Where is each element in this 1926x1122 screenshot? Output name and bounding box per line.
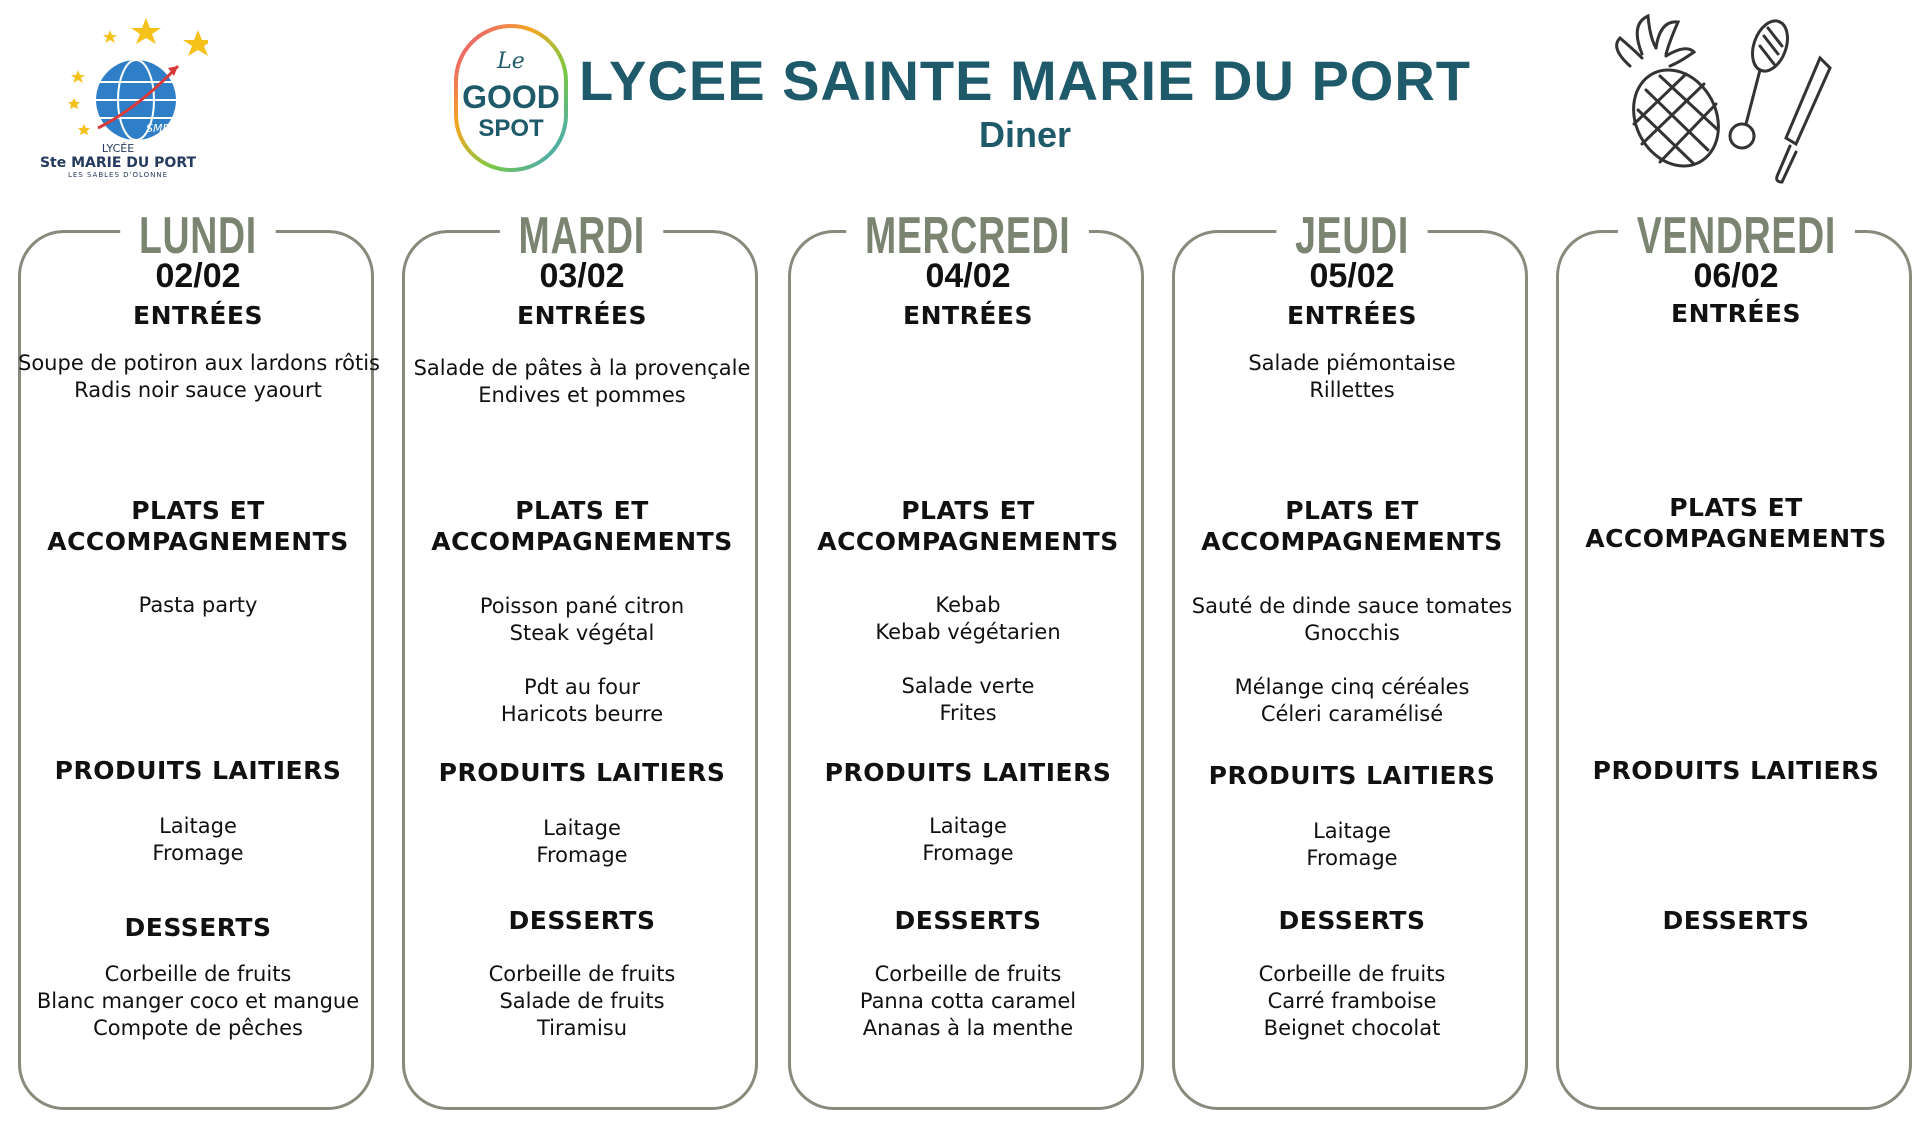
menu-item: Kebab	[935, 593, 1001, 617]
day-column-vendredi	[1556, 205, 1916, 1117]
day-date: 06/02	[1693, 257, 1779, 295]
menu-item: Tiramisu	[536, 1016, 628, 1040]
section-plats-line2: ACCOMPAGNEMENTS	[1201, 527, 1503, 556]
menu-item: Corbeille de fruits	[104, 962, 292, 986]
section-laitiers: PRODUITS LAITIERS	[438, 758, 726, 787]
lycee-logo-line1: LYCÉE	[101, 142, 135, 155]
day-date: 03/02	[539, 257, 625, 295]
lycee-logo-text	[28, 142, 208, 179]
menu-item: Fromage	[922, 841, 1014, 865]
menu-item: Salade de pâtes à la provençale	[413, 356, 751, 380]
section-laitiers: PRODUITS LAITIERS	[824, 758, 1112, 787]
desserts-list	[1172, 961, 1532, 1042]
section-desserts: DESSERTS	[1278, 906, 1426, 935]
desserts-list	[18, 961, 378, 1042]
entrees-list	[1172, 350, 1532, 404]
section-plats	[402, 495, 762, 557]
menu-item: Ananas à la menthe	[862, 1016, 1074, 1040]
menu-item: Fromage	[152, 841, 244, 865]
menu-item: Compote de pêches	[93, 1016, 303, 1040]
entrees-list	[402, 355, 762, 409]
day-date: 02/02	[155, 257, 241, 295]
day-date: 04/02	[925, 257, 1011, 295]
laitiers-list	[788, 813, 1148, 867]
day-name: MERCREDI	[847, 205, 1090, 267]
desserts-list	[788, 961, 1148, 1042]
section-desserts: DESSERTS	[124, 913, 272, 942]
menu-item: Fromage	[536, 843, 628, 867]
menu-item: Salade verte	[901, 674, 1035, 698]
menu-item: Panna cotta caramel	[859, 989, 1077, 1013]
menu-item: Pasta party	[138, 593, 258, 617]
lycee-logo-line3: LES SABLES D'OLONNE	[67, 171, 169, 179]
menu-item: Salade piémontaise	[1248, 351, 1456, 375]
menu-item: Soupe de potiron aux lardons rôtis	[18, 351, 380, 375]
section-plats-line1: PLATS ET	[1285, 496, 1419, 525]
section-laitiers: PRODUITS LAITIERS	[1208, 761, 1496, 790]
desserts-list	[402, 961, 762, 1042]
menu-item: Corbeille de fruits	[874, 962, 1062, 986]
menu-item: Poisson pané citron	[479, 594, 685, 618]
section-laitiers: PRODUITS LAITIERS	[1592, 756, 1880, 785]
lycee-badge: SMP	[146, 122, 170, 135]
menu-item: Laitage	[1313, 819, 1391, 843]
section-plats-line1: PLATS ET	[131, 496, 265, 525]
day-column-lundi	[18, 205, 378, 1117]
menu-item: Gnocchis	[1304, 621, 1400, 645]
section-plats-line1: PLATS ET	[901, 496, 1035, 525]
section-laitiers: PRODUITS LAITIERS	[54, 756, 342, 785]
menu-item: Blanc manger coco et mangue	[36, 989, 360, 1013]
menu-item: Beignet chocolat	[1263, 1016, 1441, 1040]
menu-item: Mélange cinq céréales	[1234, 675, 1470, 699]
section-plats-line2: ACCOMPAGNEMENTS	[47, 527, 349, 556]
plats-list	[1172, 593, 1532, 728]
good-spot-good: GOOD	[462, 79, 560, 115]
section-entrees: ENTRÉES	[1671, 299, 1801, 328]
plats-list	[18, 592, 378, 619]
plats-list	[402, 593, 762, 728]
menu-item: Kebab végétarien	[875, 620, 1061, 644]
day-date: 05/02	[1309, 257, 1395, 295]
day-card	[1556, 230, 1912, 1110]
section-entrees: ENTRÉES	[1287, 301, 1417, 330]
section-desserts: DESSERTS	[508, 906, 656, 935]
menu-item: Laitage	[543, 816, 621, 840]
menu-item: Steak végétal	[509, 621, 655, 645]
section-entrees: ENTRÉES	[903, 301, 1033, 330]
section-plats-line2: ACCOMPAGNEMENTS	[431, 527, 733, 556]
day-name: MARDI	[500, 205, 664, 267]
page-subtitle: Diner	[978, 114, 1072, 155]
menu-item: Laitage	[929, 814, 1007, 838]
laitiers-list	[402, 815, 762, 869]
menu-item: Céleri caramélisé	[1260, 702, 1444, 726]
menu-item: Rillettes	[1309, 378, 1395, 402]
menu-item: Corbeille de fruits	[1258, 962, 1446, 986]
laitiers-list	[18, 813, 378, 867]
section-desserts: DESSERTS	[1662, 906, 1810, 935]
menu-item: Salade de fruits	[499, 989, 665, 1013]
pineapple-utensils-icon	[1590, 14, 1850, 184]
section-plats-line2: ACCOMPAGNEMENTS	[817, 527, 1119, 556]
lycee-logo-line2: Ste MARIE DU PORT	[39, 155, 197, 171]
laitiers-list	[1172, 818, 1532, 872]
day-column-mercredi	[788, 205, 1148, 1117]
section-desserts: DESSERTS	[894, 906, 1042, 935]
day-column-mardi	[402, 205, 762, 1117]
menu-item: Carré framboise	[1267, 989, 1437, 1013]
day-name: VENDREDI	[1618, 205, 1855, 267]
section-plats-line1: PLATS ET	[515, 496, 649, 525]
good-spot-spot: SPOT	[478, 115, 544, 142]
section-plats	[1172, 495, 1532, 557]
good-spot-le: Le	[497, 49, 525, 74]
entrees-list	[18, 350, 378, 404]
menu-item: Haricots beurre	[500, 702, 664, 726]
good-spot-logo	[452, 22, 570, 174]
menu-item: Pdt au four	[524, 675, 640, 699]
menu-item: Corbeille de fruits	[488, 962, 676, 986]
page-title: LYCEE SAINTE MARIE DU PORT	[578, 49, 1472, 112]
menu-item: Sauté de dinde sauce tomates	[1191, 594, 1513, 618]
day-column-jeudi	[1172, 205, 1532, 1117]
section-plats-line1: PLATS ET	[1669, 493, 1803, 522]
plats-list	[788, 592, 1148, 727]
menu-item: Fromage	[1306, 846, 1398, 870]
menu-item: Laitage	[159, 814, 237, 838]
section-plats	[18, 495, 378, 557]
section-entrees: ENTRÉES	[517, 301, 647, 330]
section-plats-line2: ACCOMPAGNEMENTS	[1585, 524, 1887, 553]
section-entrees: ENTRÉES	[133, 301, 263, 330]
menu-item: Frites	[939, 701, 997, 725]
section-plats	[788, 495, 1148, 557]
day-name: JEUDI	[1276, 205, 1427, 267]
menu-item: Endives et pommes	[478, 383, 686, 407]
day-name: LUNDI	[120, 205, 275, 267]
menu-item: Radis noir sauce yaourt	[74, 378, 322, 402]
section-plats	[1556, 492, 1916, 554]
